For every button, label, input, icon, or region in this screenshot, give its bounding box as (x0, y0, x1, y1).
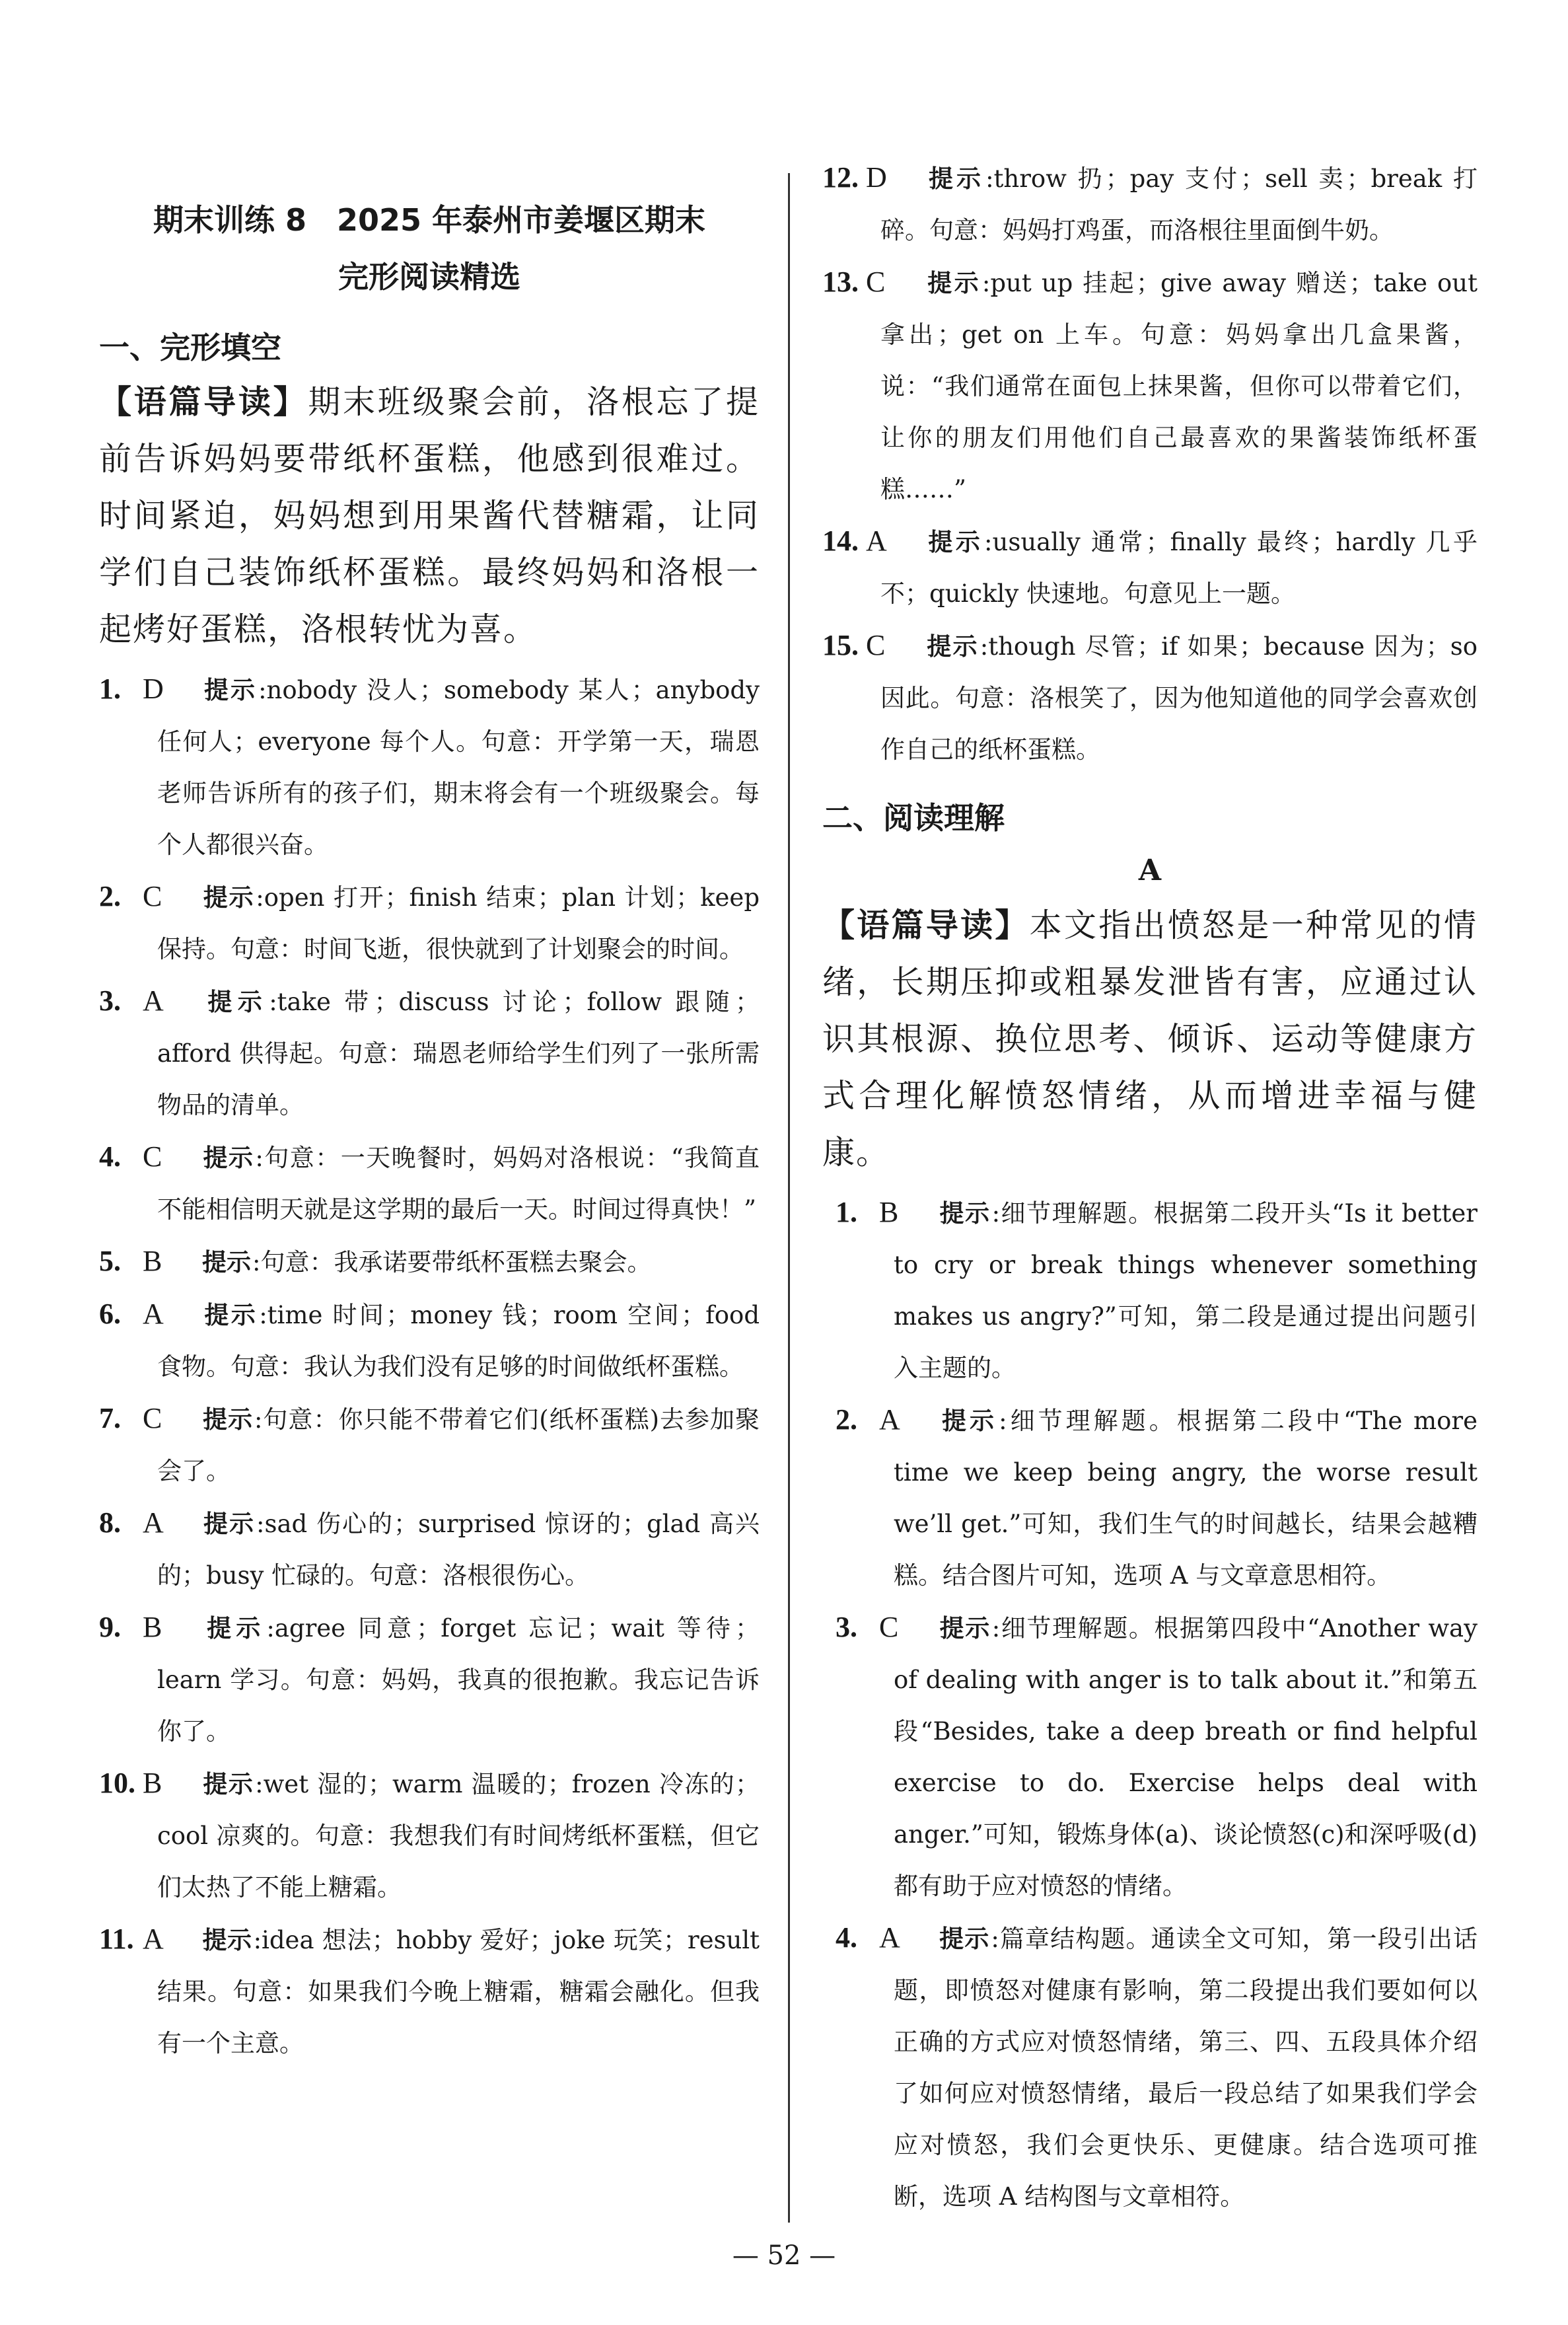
cloze-answer-item (99, 1288, 760, 1393)
hint-text: :细节理解题。根据第二段开头“Is it better to cry or break things whenever something makes us angry?”可知，第二段是通过提出问题引入主题的。 (894, 1199, 1478, 1382)
answer-letter: B (143, 1611, 162, 1643)
right-column (822, 0, 1478, 2223)
answer-letter: C (143, 880, 162, 912)
question-number: 6. (99, 1298, 121, 1330)
question-number: 1. (836, 1196, 857, 1228)
hint-label: 提示 (202, 1248, 251, 1276)
hint-label: 提示 (925, 269, 981, 297)
cloze-answer-item (99, 1602, 760, 1757)
cloze-answer-item (822, 152, 1478, 256)
question-number: 9. (99, 1611, 121, 1643)
answer-letter: C (866, 629, 886, 661)
column-divider (788, 173, 790, 2223)
hint-text: :usually 通常；finally 最终；hardly 几乎不；quickly 快速地。句意见上一题。 (880, 528, 1478, 608)
cloze-answer-item (99, 1131, 760, 1236)
answer-letter: C (143, 1140, 162, 1173)
question-number: 10. (99, 1767, 135, 1799)
hint-label: 提示 (939, 1407, 998, 1435)
answer-letter: B (143, 1767, 162, 1799)
question-number: 5. (99, 1245, 121, 1277)
cloze-answer-item (822, 256, 1478, 515)
answer-letter: C (866, 266, 886, 298)
hint-label: 提示 (925, 528, 983, 556)
section-heading-cloze: 一、完形填空 (99, 330, 281, 365)
hint-text: :句意：你只能不带着它们(纸杯蛋糕)去参加聚会了。 (157, 1405, 760, 1485)
question-number: 14. (822, 525, 859, 557)
question-number: 4. (99, 1140, 121, 1173)
hint-text: :put up 挂起；give away 赠送；take out 拿出；get on 上车。句意：妈妈拿出几盒果酱，说：“我们通常在面包上抹果酱，但你可以带着它们，让你的朋友们用他们自己最喜欢的果酱装饰纸杯蛋糕……” (880, 269, 1478, 503)
hint-text: :细节理解题。根据第二段中“The more time we keep being angry, the worse result we’ll get.”可知，我们生气的时间越长，结果会越糟糕。结合图片可知，选项 A 与文章意思相符。 (894, 1407, 1478, 1590)
hint-label: 提示 (202, 1144, 254, 1172)
hint-text: :wet 湿的；warm 温暖的；frozen 冷冻的；cool 凉爽的。句意：我想我们有时间烤纸杯蛋糕，但它们太热了不能上糖霜。 (157, 1770, 760, 1901)
cloze-answer-item (822, 620, 1478, 776)
hint-label: 提示 (202, 883, 255, 912)
question-number: 12. (822, 161, 859, 194)
hint-label: 提示 (202, 1614, 266, 1642)
hint-label: 提示 (939, 1199, 991, 1228)
question-number: 13. (822, 266, 859, 298)
answer-letter: A (143, 1298, 164, 1330)
reading-answer-item (822, 1394, 1478, 1602)
question-number: 2. (99, 880, 121, 912)
question-number: 2. (836, 1403, 857, 1436)
hint-text: :篇章结构题。通读全文可知，第一段引出话题，即愤怒对健康有影响，第二段提出我们要如何以正确的方式应对愤怒情绪，第三、四、五段具体介绍了如何应对愤怒情绪，最后一段总结了如果我们学会应对愤怒，我们会更快乐、更健康。结合选项可推断，选项 A 结构图与文章相符。 (894, 1925, 1478, 2211)
cloze-answers-right (822, 152, 1478, 776)
hint-label: 提示 (939, 1614, 991, 1642)
cloze-answer-item (99, 1393, 760, 1497)
question-number: 3. (99, 984, 121, 1017)
hint-text: :though 尽管；if 如果；because 因为；so 因此。句意：洛根笑了，因为他知道他的同学会喜欢创作自己的纸杯蛋糕。 (880, 632, 1478, 764)
hint-label: 提示 (202, 676, 258, 704)
hint-text: :open 打开；finish 结束；plan 计划；keep 保持。句意：时间飞逝，很快就到了计划聚会的时间。 (157, 883, 760, 963)
answer-letter: D (866, 161, 887, 194)
hint-text: :句意：一天晚餐时，妈妈对洛根说：“我简直不能相信明天就是这学期的最后一天。时间过得真快！” (157, 1144, 760, 1224)
passage-label: A (1138, 854, 1162, 887)
reading-answer-item (822, 1912, 1478, 2223)
intro-text: 期末班级聚会前，洛根忘了提前告诉妈妈要带纸杯蛋糕，他感到很难过。时间紧迫，妈妈想到用果酱代替糖霜，让同学们自己装饰纸杯蛋糕。最终妈妈和洛根一起烤好蛋糕，洛根转忧为喜。 (99, 383, 760, 648)
question-number: 4. (836, 1921, 857, 1954)
intro-label: 【语篇导读】 (822, 906, 1030, 944)
reading-answer-item (822, 1187, 1478, 1394)
left-column (99, 0, 760, 2069)
hint-label: 提示 (202, 1301, 258, 1329)
answer-letter: A (866, 525, 887, 557)
reading-answers (822, 1187, 1478, 2223)
hint-text: :nobody 没人；somebody 某人；anybody 任何人；everyone 每个人。句意：开学第一天，瑞恩老师告诉所有的孩子们，期末将会有一个班级聚会。每个人都很兴奋。 (157, 676, 760, 859)
reading-intro (822, 897, 1478, 1181)
hint-label: 提示 (202, 1926, 252, 1954)
answer-letter: A (143, 1506, 164, 1539)
hint-text: :idea 想法；hobby 爱好；joke 玩笑；result 结果。句意：如果我们今晚上糖霜，糖霜会融化。但我有一个主意。 (157, 1926, 760, 2057)
hint-text: :time 时间；money 钱；room 空间；food 食物。句意：我认为我们没有足够的时间做纸杯蛋糕。 (157, 1301, 760, 1381)
reading-answer-item (822, 1602, 1478, 1912)
answer-letter: A (879, 1921, 900, 1954)
question-number: 1. (99, 673, 121, 705)
hint-label: 提示 (202, 1510, 255, 1538)
answer-letter: D (143, 673, 164, 705)
hint-label: 提示 (202, 988, 268, 1016)
answer-letter: B (879, 1196, 899, 1228)
hint-label: 提示 (939, 1925, 990, 1953)
intro-text: 本文指出愤怒是一种常见的情绪，长期压抑或粗暴发泄皆有害，应通过认识其根源、换位思考、倾诉、运动等健康方式合理化解愤怒情绪，从而增进幸福与健康。 (822, 906, 1478, 1171)
question-number: 3. (836, 1611, 857, 1643)
hint-label: 提示 (202, 1405, 253, 1434)
page-number: — 52 — (732, 2240, 836, 2271)
section-heading-reading: 二、阅读理解 (822, 800, 1005, 836)
hint-label: 提示 (202, 1770, 254, 1798)
cloze-answer-item (99, 1236, 760, 1288)
hint-text: :句意：我承诺要带纸杯蛋糕去聚会。 (252, 1248, 652, 1276)
cloze-answer-item (99, 871, 760, 975)
answer-letter: C (879, 1611, 899, 1643)
question-number: 15. (822, 629, 859, 661)
answer-letter: A (143, 984, 164, 1017)
page-title-line2: 完形阅读精选 (338, 259, 520, 295)
answer-letter: B (143, 1245, 162, 1277)
intro-label: 【语篇导读】 (99, 383, 308, 421)
cloze-answer-item (822, 515, 1478, 620)
answer-letter: A (143, 1923, 164, 1955)
cloze-answer-item (99, 1913, 760, 2069)
cloze-intro (99, 374, 760, 658)
page-title-line1: 期末训练 8 2025 年泰州市姜堰区期末 (153, 202, 706, 238)
hint-text: :sad 伤心的；surprised 惊讶的；glad 高兴的；busy 忙碌的。句意：洛根很伤心。 (157, 1510, 760, 1590)
hint-text: :agree 同意；forget 忘记；wait 等待；learn 学习。句意：妈妈，我真的很抱歉。我忘记告诉你了。 (157, 1614, 760, 1746)
question-number: 8. (99, 1506, 121, 1539)
cloze-answer-item (99, 663, 760, 871)
question-number: 7. (99, 1402, 121, 1434)
answer-letter: A (879, 1403, 900, 1436)
hint-text: :take 带；discuss 讨论；follow 跟随；afford 供得起。句意：瑞恩老师给学生们列了一张所需物品的清单。 (157, 988, 760, 1119)
answer-letter: C (143, 1402, 162, 1434)
hint-text: :细节理解题。根据第四段中“Another way of dealing with anger is to talk about it.”和第五段“Besides, take a deep breath or find helpful exercise to do. Exercise helps deal with anger.”可知，锻炼身体(a)、谈论愤怒(c)和深呼吸(d)都有助于应对愤怒的情绪。 (894, 1614, 1478, 1900)
cloze-answers-left (99, 663, 760, 2069)
hint-label: 提示 (925, 165, 985, 193)
hint-text: :throw 扔；pay 支付；sell 卖；break 打碎。句意：妈妈打鸡蛋，而洛根往里面倒牛奶。 (880, 165, 1478, 244)
cloze-answer-item (99, 1497, 760, 1602)
cloze-answer-item (99, 975, 760, 1131)
hint-label: 提示 (925, 632, 979, 661)
question-number: 11. (99, 1923, 134, 1955)
cloze-answer-item (99, 1757, 760, 1913)
